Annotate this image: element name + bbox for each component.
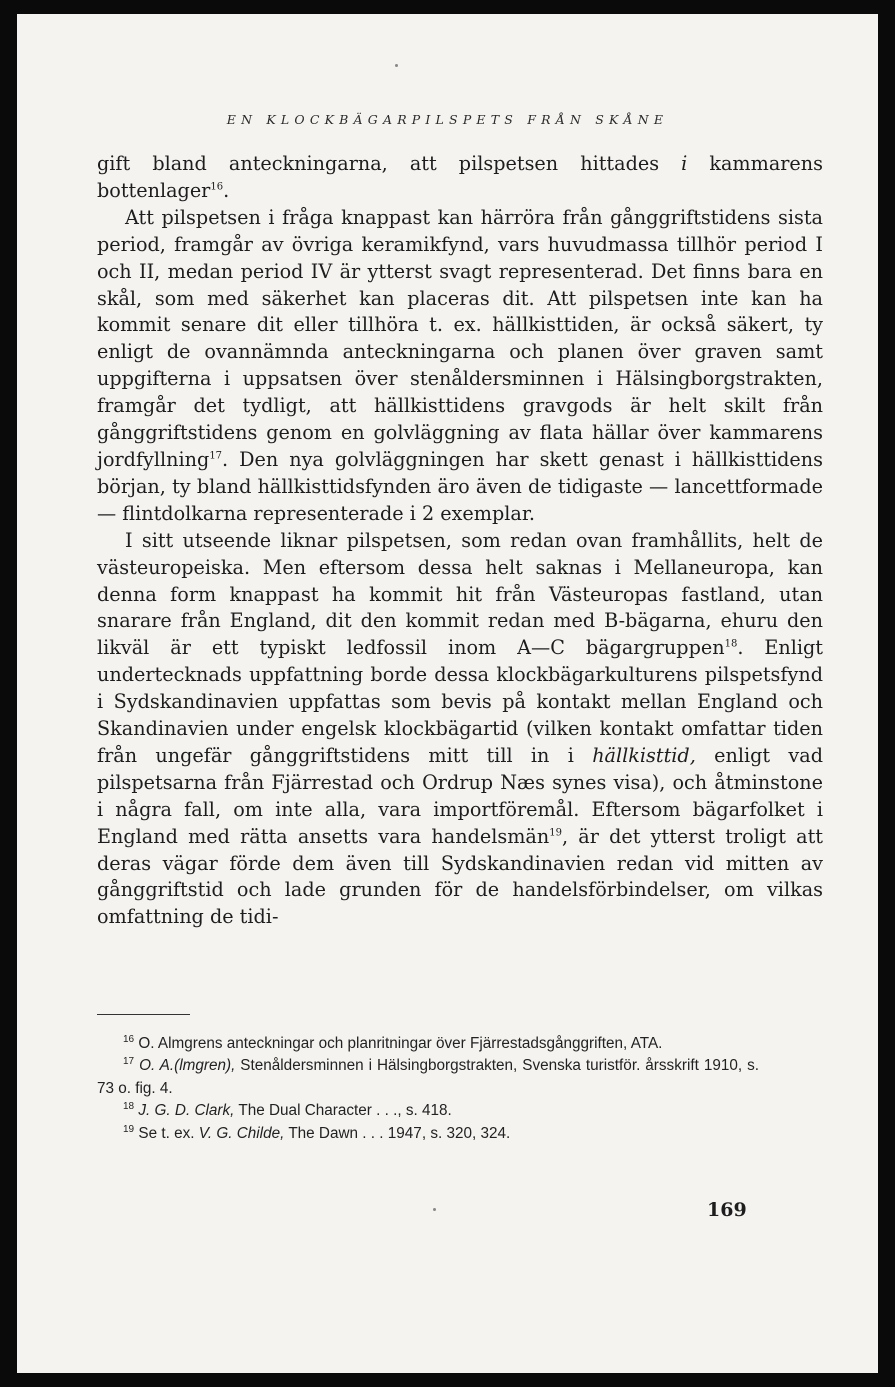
footnote-text: O. Almgrens anteckningar och planritningar över Fjärrestadsgånggriften, ATA.	[138, 1035, 663, 1052]
text-run: kammarens bottenlager	[97, 152, 823, 202]
footnote-author: V. G. Childe,	[198, 1124, 285, 1142]
italic-run: i	[681, 152, 688, 175]
page-number: 169	[707, 1199, 747, 1221]
paragraph-1	[97, 151, 823, 205]
footnote-number: 19	[123, 1123, 135, 1135]
footnote-number: 18	[123, 1101, 135, 1113]
text-run: .	[223, 178, 230, 202]
main-text	[97, 151, 823, 931]
text-run: enligt vad pilspetsarna från Fjärrestad och Ordrup Næs synes visa), och åtminstone i några fall, om inte alla, vara importföremål. Eftersom bägarfolket i England med rätta ansetts vara handelsmän	[97, 743, 823, 848]
footnote-text: The Dual Character . . ., s. 418.	[234, 1102, 452, 1120]
paragraph-3	[97, 528, 823, 932]
footnotes	[97, 1033, 759, 1145]
footnote-17	[97, 1055, 759, 1100]
paragraph-2	[97, 205, 823, 528]
text-run: . Enligt undertecknads uppfattning borde dessa klockbägarkulturens pilspetsfynd i Sydskandinavien uppfattas som bevis på kontakt mellan England och Skandinavien under engelsk klockbägartid (vilken kontakt omfattar tiden från ungefär gånggriftstidens mitt till in i	[97, 636, 823, 767]
print-speck	[433, 1208, 436, 1211]
text-run: I sitt utseende liknar pilspetsen, som redan ovan framhållits, helt de västeuropeiska. Men eftersom dessa helt saknas i Mellaneuropa, kan denna form knappast ha kommit hit från Västeuropas fastland, utan snarare från England, dit den kommit redan med B-bägarna, ehuru den likväl är ett typiskt ledfossil inom A—C bägargruppen	[97, 528, 823, 660]
footnote-18	[97, 1100, 759, 1122]
footnote-ref-19: 19	[549, 827, 562, 839]
text-run: . Den nya golvläggningen har skett genast i hällkisttidens början, ty bland hällkisttidsfynden äro även de tidigaste — lancettformade — flintdolkarna representerade i 2 exemplar.	[97, 447, 823, 525]
print-speck	[395, 64, 398, 67]
italic-run: hällkisttid,	[592, 743, 696, 767]
footnote-text: Stenåldersminnen i Hälsingborgstrakten, Svenska turistför. årsskrift 1910, s. 73 o. fig. 4.	[97, 1057, 759, 1097]
footnote-text: The Dawn . . . 1947, s. 320, 324.	[284, 1124, 511, 1142]
text-run: Att pilspetsen i fråga knappast kan härröra från gånggriftstidens sista period, framgår av övriga keramikfynd, vars huvudmassa tillhör period I och II, medan period IV är ytterst svagt representerad. Det finns bara en skål, som med säkerhet kan placeras dit. Att pilspetsen inte kan ha kommit senare dit eller tillhöra t. ex. hällkisttiden, är också säkert, ty enligt de ovannämnda anteckningarna och planen över graven samt uppgifterna i uppsatsen över stenåldersminnen i Hälsingborgstrakten, framgår det tydligt, att hällkisttidens gravgods är helt skilt från gånggriftstidens genom en golvläggning av flata hällar över kammarens jordfyllning	[97, 205, 823, 471]
footnote-ref-16: 16	[210, 181, 224, 193]
text-run: , är det ytterst troligt att deras vägar förde dem även till Sydskandinavien redan vid mitten av gånggriftstid och lade grunden för de handelsförbindelser, om vilkas omfattning de tidi-	[97, 824, 824, 929]
footnote-number: 16	[123, 1033, 135, 1045]
footnote-16	[97, 1033, 759, 1055]
footnote-text: Se t. ex.	[138, 1124, 199, 1142]
footnote-author: J. G. D. Clark,	[138, 1102, 235, 1120]
footnote-ref-18: 18	[724, 638, 738, 650]
text-run: gift bland anteckningarna, att pilspetsen hittades	[97, 152, 682, 175]
book-page	[17, 14, 878, 1373]
footnote-ref-17: 17	[209, 450, 223, 462]
footnote-author: O. A.(lmgren),	[139, 1057, 236, 1075]
footnote-number: 17	[123, 1056, 135, 1068]
footnote-19	[97, 1123, 759, 1145]
running-head: EN KLOCKBÄGARPILSPETS FRÅN SKÅNE	[226, 112, 669, 127]
footnote-divider	[97, 1014, 190, 1015]
